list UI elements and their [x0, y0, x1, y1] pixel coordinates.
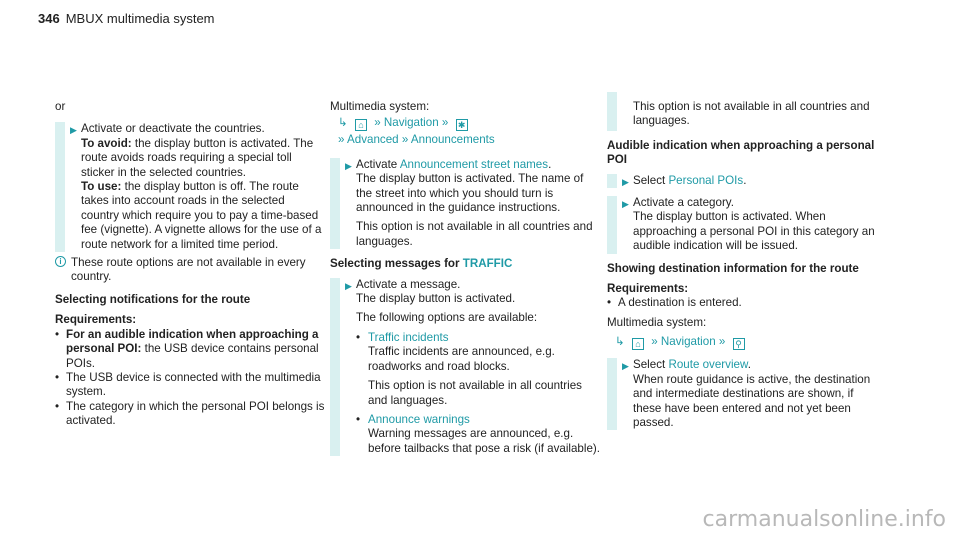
step-arrow-icon: ▶ [345, 280, 352, 291]
return-arrow-icon: ↳ [338, 116, 348, 130]
option-note: This option is not available in all countries and languages. [368, 379, 582, 407]
use-label: To use: [81, 180, 122, 194]
nav-item-advanced: Advanced [347, 133, 399, 147]
home-icon: ⌂ [355, 119, 367, 131]
step-arrow-icon: ▶ [622, 361, 629, 372]
column-3 [607, 92, 877, 430]
option-traffic-incidents: • Traffic incidents [356, 330, 449, 344]
settings-icon: ✱ [456, 119, 468, 131]
step-desc: The display button is activated. The name of the street into which you should turn is announced in the guidance instructions. [356, 172, 584, 215]
column-1 [55, 100, 325, 429]
section-heading: Audible indication when approaching a personal POI [607, 138, 875, 167]
chevron-icon: » [718, 335, 726, 349]
requirements-label: Requirements: [607, 282, 689, 296]
chevron-icon: » [338, 133, 345, 147]
chevron-icon: » [374, 116, 381, 130]
step-text: Activate a message. [356, 277, 461, 291]
nav-item-navigation: Navigation [383, 116, 439, 130]
avoid-label: To avoid: [81, 136, 132, 150]
info-icon: i [55, 256, 66, 267]
announcement-street-names-link: Announcement street names [399, 157, 549, 171]
page-header [38, 12, 215, 26]
step-note: This option is not available in all countries and languages. [356, 220, 593, 248]
step-arrow-icon: ▶ [622, 176, 629, 187]
nav-item-announcements: Announcements [410, 133, 495, 147]
info-note [55, 256, 325, 285]
nav-path [607, 335, 877, 350]
step-activate-message [330, 278, 600, 456]
avoid-text: the display button is activated. The route avoids roads requiring a special toll sticker in the selected countries. [81, 136, 314, 179]
section-heading: Showing destination information for the route [607, 261, 859, 275]
traffic-label: TRAFFIC [462, 257, 513, 271]
step-announce-street-names: ▶ Activate Announcement street names. The display button is activated. The name of the street into which you should turn is announced in the guidance instructions. This option is not available in all countries and languages. [330, 158, 600, 249]
list-item: • The USB device is connected with the multimedia system. [55, 370, 321, 399]
step-desc: When route guidance is active, the destination and intermediate destinations are shown, if these have been entered and not yet been passed. [633, 372, 871, 429]
list-item: • The category in which the personal POI belongs is activated. [55, 399, 325, 428]
section-heading: Selecting notifications for the route [55, 292, 251, 306]
note-text: These route options are not available in every country. [71, 256, 306, 284]
chevron-icon: » [441, 116, 449, 130]
step-arrow-icon: ▶ [345, 160, 352, 171]
section-heading: Selecting messages for TRAFFIC [330, 257, 513, 271]
step-text: Activate a category. [633, 196, 734, 210]
step-desc: The following options are available: [356, 311, 538, 325]
step-select-route-overview: ▶ Select Route overview. When route guidance is active, the destination and intermediate destinations are shown, if these have been entered and not yet been passed. [607, 358, 877, 430]
home-icon: ⌂ [632, 338, 644, 350]
route-icon: ⚲ [733, 338, 745, 350]
chevron-icon: » [651, 335, 658, 349]
step-desc: The display button is activated. When approaching a personal POI in this category an audible indication will be issued. [633, 210, 875, 253]
step-activate-countries [55, 122, 325, 252]
nav-path [330, 116, 600, 131]
option-desc: Traffic incidents are announced, e.g. roadworks and road blocks. [368, 345, 555, 373]
option-announce-warnings: • Announce warnings [356, 412, 470, 426]
note-text: This option is not available in all countries and languages. [633, 100, 870, 128]
list-item: • For an audible indication when approaching a personal POI: the USB device contains personal POIs. [55, 327, 319, 370]
multimedia-system-label: Multimedia system: [607, 315, 707, 329]
step-text: Activate or deactivate the countries. [81, 122, 265, 136]
route-overview-link: Route overview [668, 358, 748, 372]
or-text: or [55, 100, 66, 113]
step-arrow-icon: ▶ [622, 199, 629, 210]
step-select-personal-pois: ▶ Select Personal POIs. [607, 174, 877, 188]
step-desc: The display button is activated. [356, 292, 516, 306]
option-desc: Warning messages are announced, e.g. before tailbacks that pose a risk (if available). [368, 427, 600, 455]
header-title: MBUX multimedia system [65, 11, 215, 26]
return-arrow-icon: ↳ [615, 335, 625, 349]
list-item: • A destination is entered. [607, 296, 742, 310]
watermark: carmanualsonline.info [702, 506, 946, 532]
multimedia-system-label: Multimedia system: [330, 100, 430, 113]
step-activate-category [607, 196, 877, 254]
step-arrow-icon: ▶ [70, 125, 77, 136]
nav-item-navigation: Navigation [660, 335, 716, 349]
nav-path-2 [330, 133, 600, 147]
continued-note [607, 92, 877, 131]
page-number: 346 [38, 11, 60, 26]
requirements-label: Requirements: [55, 313, 137, 327]
chevron-icon: » [401, 133, 409, 147]
use-text: the display button is off. The route takes into account roads in the selected country which require you to pay a time-based fee (vignette). A vignette allows for the use of a route network for a limited time period. [81, 180, 322, 251]
personal-pois-link: Personal POIs [668, 173, 744, 187]
column-2 [330, 100, 600, 456]
